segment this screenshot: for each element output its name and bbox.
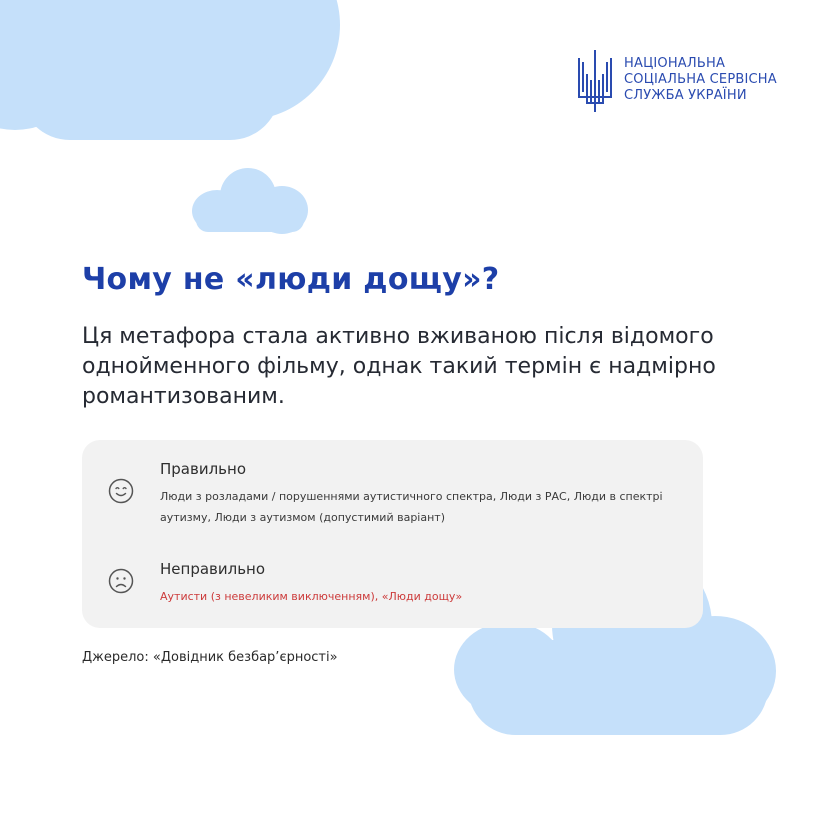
agency-name-line-2: СОЦІАЛЬНА СЕРВІСНА <box>624 72 777 87</box>
incorrect-usage-text: Аутисти (з невеликим виключенням), «Люди дощу» <box>160 590 463 603</box>
smile-face-icon <box>108 478 134 504</box>
correct-usage-title: Правильно <box>160 460 246 478</box>
page-title: Чому не «люди дощу»? <box>82 262 500 297</box>
trident-stripes-emblem-icon <box>576 50 616 114</box>
lead-paragraph: Ця метафора стала активно вживаною після відомого однойменного фільму, однак такий термін є надмірно романтизованим. <box>82 324 716 409</box>
terminology-card <box>82 440 703 628</box>
frown-face-icon <box>108 568 134 594</box>
source-caption: Джерело: «Довідник безбар’єрності» <box>82 650 338 665</box>
agency-logo <box>576 50 777 114</box>
agency-name-line-1: НАЦІОНАЛЬНА <box>624 56 726 71</box>
agency-name-line-3: СЛУЖБА УКРАЇНИ <box>624 88 747 103</box>
agency-name <box>624 56 777 104</box>
incorrect-usage-title: Неправильно <box>160 560 266 578</box>
correct-usage-text: Люди з розладами / порушеннями аутистичного спектра, Люди з РАС, Люди в спектрі аутизму, Люди з аутизмом (допустимий варіант) <box>160 490 663 524</box>
